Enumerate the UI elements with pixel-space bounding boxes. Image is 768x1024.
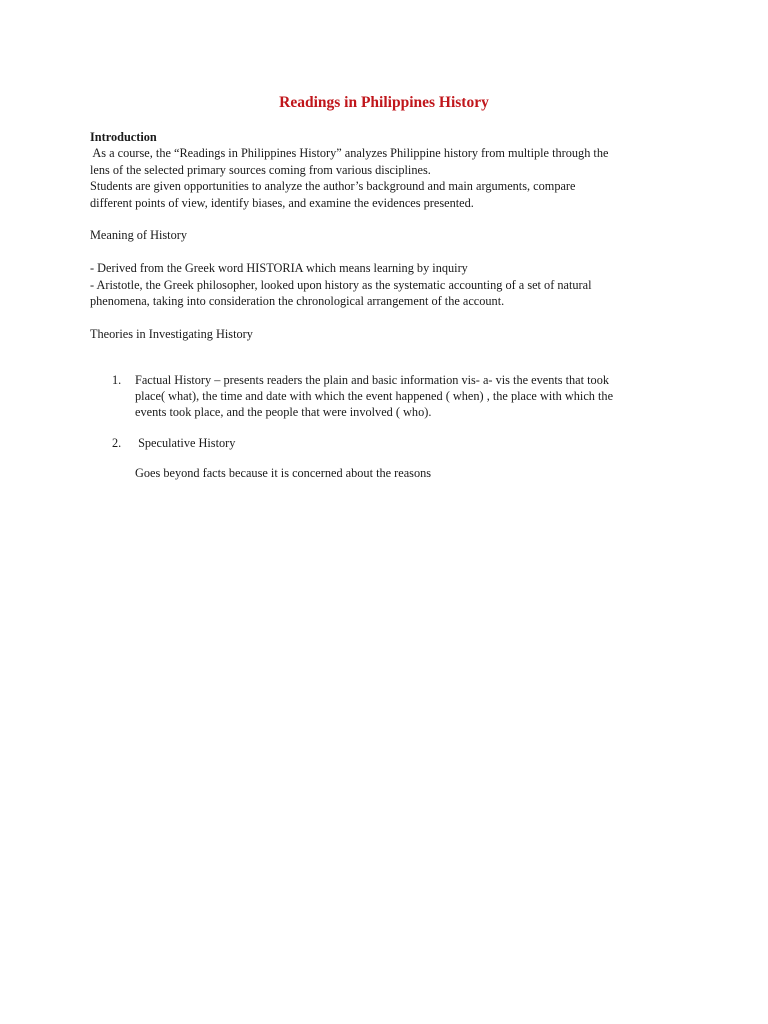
list-item-line: place( what), the time and date with which the event happened ( when) , the place with which the	[135, 389, 614, 404]
meaning-line: - Derived from the Greek word HISTORIA which means learning by inquiry	[90, 261, 468, 276]
list-item-line: events took place, and the people that were involved ( who).	[135, 405, 432, 420]
document-body	[90, 129, 690, 482]
introduction-heading: Introduction	[90, 130, 157, 144]
list-item-line: Speculative History	[135, 435, 236, 450]
list-item-note: Goes beyond facts because it is concerned about the reasons	[135, 466, 432, 481]
theories-heading: Theories in Investigating History	[90, 326, 253, 341]
introduction-line: As a course, the “Readings in Philippines History” analyzes Philippine history from multiple through the	[90, 146, 609, 161]
list-item-number: 1.	[112, 372, 122, 387]
list-item-line: Factual History – presents readers the plain and basic information vis- a- vis the events that took	[135, 372, 609, 387]
introduction-line: lens of the selected primary sources coming from various disciplines.	[90, 162, 431, 177]
meaning-line: - Aristotle, the Greek philosopher, looked upon history as the systematic accounting of a set of natural	[90, 277, 592, 292]
list-item	[112, 435, 690, 482]
document-title: Readings in Philippines History	[279, 94, 489, 111]
list-item	[112, 372, 690, 421]
introduction-line: Students are given opportunities to analyze the author’s background and main arguments, compare	[90, 179, 576, 194]
theories-list	[112, 372, 690, 482]
introduction-line: different points of view, identify biases, and examine the evidences presented.	[90, 195, 474, 210]
meaning-heading: Meaning of History	[90, 228, 187, 243]
list-item-number: 2.	[112, 435, 122, 450]
meaning-line: phenomena, taking into consideration the chronological arrangement of the account.	[90, 294, 505, 309]
